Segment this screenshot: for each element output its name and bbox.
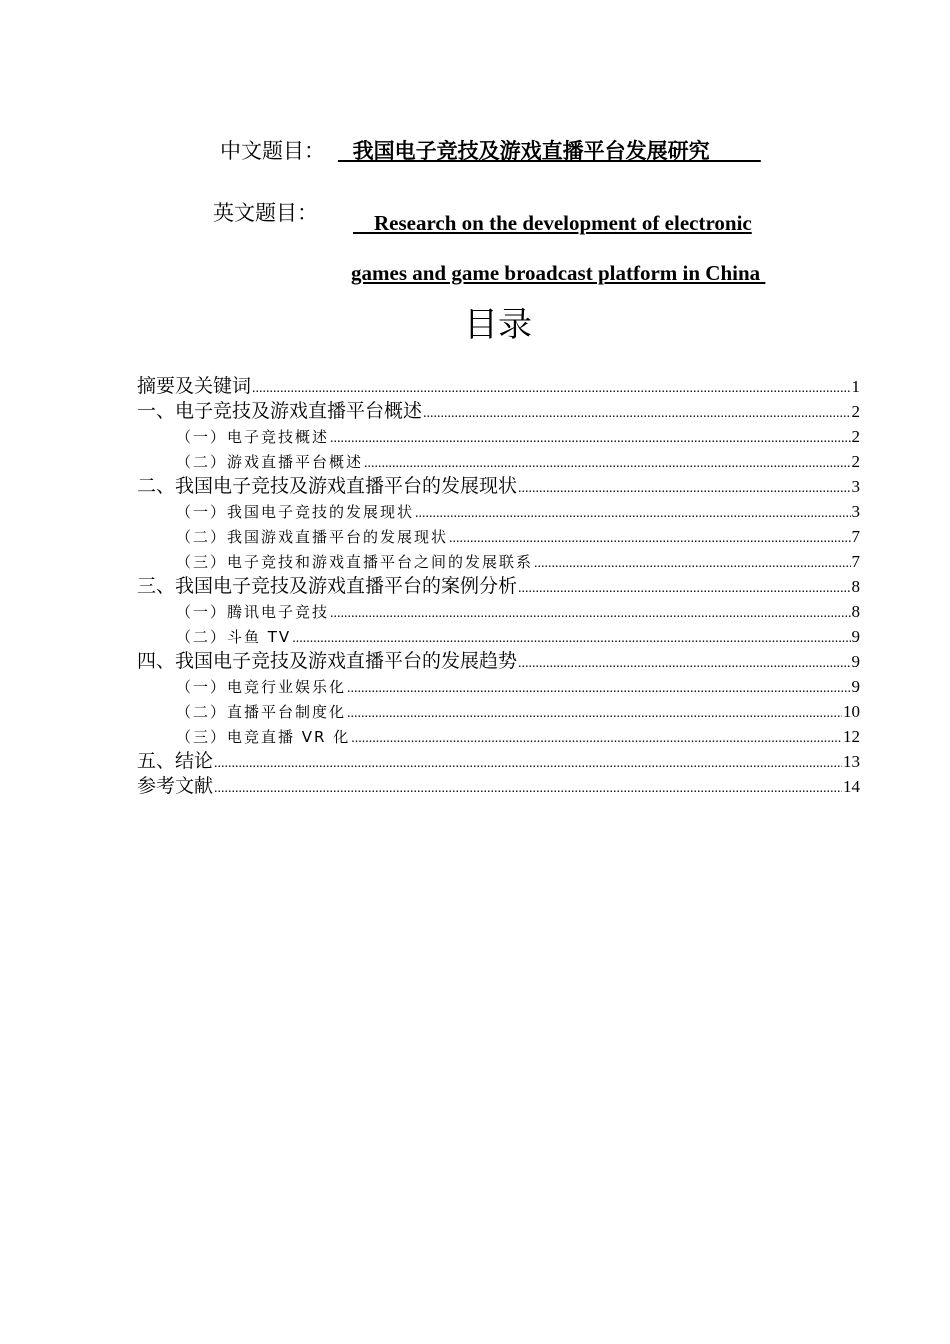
toc-entry-title: （二）直播平台制度化 bbox=[176, 703, 347, 721]
toc-entry-page-number: 12 bbox=[843, 727, 860, 746]
english-title-line-2: games and game broadcast platform in China bbox=[351, 261, 766, 285]
toc-entry[interactable] bbox=[137, 749, 860, 774]
toc-entry[interactable] bbox=[137, 374, 860, 399]
toc-entry-page-number: 2 bbox=[851, 452, 860, 471]
toc-entry[interactable] bbox=[137, 699, 860, 724]
chinese-title-label: 中文题目： bbox=[220, 139, 325, 163]
toc-entry-page-number: 8 bbox=[851, 577, 860, 596]
toc-entry-title: （一）电竞行业娱乐化 bbox=[176, 678, 347, 696]
chinese-title-row bbox=[220, 136, 830, 166]
toc-entry-title: （三）电竞直播 VR 化 bbox=[176, 728, 351, 746]
toc-entry[interactable] bbox=[137, 424, 860, 449]
toc-entry-title: 五、结论 bbox=[137, 750, 214, 772]
toc-dot-leader bbox=[252, 376, 850, 401]
toc-entry-page-number: 9 bbox=[851, 627, 860, 646]
toc-dot-leader bbox=[518, 476, 850, 501]
toc-dot-leader bbox=[330, 601, 850, 626]
toc-entry[interactable] bbox=[137, 524, 860, 549]
toc-entry-page-number: 13 bbox=[843, 752, 860, 771]
toc-entry-title: （二）斗鱼 TV bbox=[176, 628, 292, 646]
toc-dot-leader bbox=[364, 451, 850, 476]
toc-entry-page-number: 14 bbox=[843, 777, 860, 796]
toc-dot-leader bbox=[518, 651, 850, 676]
toc-dot-leader bbox=[214, 776, 842, 801]
toc-entry[interactable] bbox=[137, 549, 860, 574]
toc-dot-leader bbox=[330, 426, 850, 451]
toc-entry-title: 二、我国电子竞技及游戏直播平台的发展现状 bbox=[137, 475, 518, 497]
toc-entry-title: 一、电子竞技及游戏直播平台概述 bbox=[137, 400, 423, 422]
toc-entry[interactable] bbox=[137, 574, 860, 599]
toc-dot-leader bbox=[534, 551, 850, 576]
toc-entry-title: （一）电子竞技概述 bbox=[176, 428, 330, 446]
toc-dot-leader bbox=[423, 401, 850, 426]
toc-dot-leader bbox=[415, 501, 850, 526]
toc-entry-title: 四、我国电子竞技及游戏直播平台的发展趋势 bbox=[137, 650, 518, 672]
toc-entry-page-number: 3 bbox=[851, 502, 860, 521]
toc-entry-page-number: 10 bbox=[843, 702, 860, 721]
toc-entry-page-number: 1 bbox=[851, 377, 860, 396]
table-of-contents bbox=[137, 374, 860, 799]
toc-entry-page-number: 9 bbox=[851, 652, 860, 671]
toc-entry-title: （二）游戏直播平台概述 bbox=[176, 453, 364, 471]
english-title-label: 英文题目： bbox=[213, 201, 318, 225]
toc-entry-title: （一）我国电子竞技的发展现状 bbox=[176, 503, 415, 521]
toc-entry[interactable] bbox=[137, 624, 860, 649]
toc-entry[interactable] bbox=[137, 474, 860, 499]
toc-entry[interactable] bbox=[137, 399, 860, 424]
toc-entry-page-number: 2 bbox=[851, 402, 860, 421]
toc-dot-leader bbox=[347, 676, 850, 701]
toc-entry[interactable] bbox=[137, 499, 860, 524]
toc-entry-title: 三、我国电子竞技及游戏直播平台的案例分析 bbox=[137, 575, 518, 597]
toc-entry-page-number: 9 bbox=[851, 677, 860, 696]
toc-entry-page-number: 2 bbox=[851, 427, 860, 446]
toc-entry-page-number: 7 bbox=[851, 552, 860, 571]
toc-entry[interactable] bbox=[137, 774, 860, 799]
toc-entry-page-number: 8 bbox=[851, 602, 860, 621]
toc-dot-leader bbox=[214, 751, 842, 776]
toc-entry[interactable] bbox=[137, 649, 860, 674]
toc-dot-leader bbox=[518, 576, 850, 601]
toc-entry-title: （一）腾讯电子竞技 bbox=[176, 603, 330, 621]
toc-dot-leader bbox=[351, 726, 842, 751]
toc-entry-title: （二）我国游戏直播平台的发展现状 bbox=[176, 528, 449, 546]
toc-dot-leader bbox=[449, 526, 850, 551]
toc-entry-page-number: 3 bbox=[851, 477, 860, 496]
toc-entry[interactable] bbox=[137, 449, 860, 474]
toc-entry-title: 摘要及关键词 bbox=[137, 375, 252, 397]
toc-dot-leader bbox=[292, 626, 850, 651]
toc-entry-title: 参考文献 bbox=[137, 775, 214, 797]
toc-dot-leader bbox=[347, 701, 842, 726]
toc-heading: 目录 bbox=[464, 305, 532, 345]
toc-entry-title: （三）电子竞技和游戏直播平台之间的发展联系 bbox=[176, 553, 534, 571]
english-title-line-1: Research on the development of electronic bbox=[353, 211, 752, 235]
toc-entry[interactable] bbox=[137, 674, 860, 699]
toc-entry-page-number: 7 bbox=[851, 527, 860, 546]
chinese-title: 我国电子竞技及游戏直播平台发展研究 bbox=[338, 139, 761, 163]
toc-entry[interactable] bbox=[137, 724, 860, 749]
toc-entry[interactable] bbox=[137, 599, 860, 624]
